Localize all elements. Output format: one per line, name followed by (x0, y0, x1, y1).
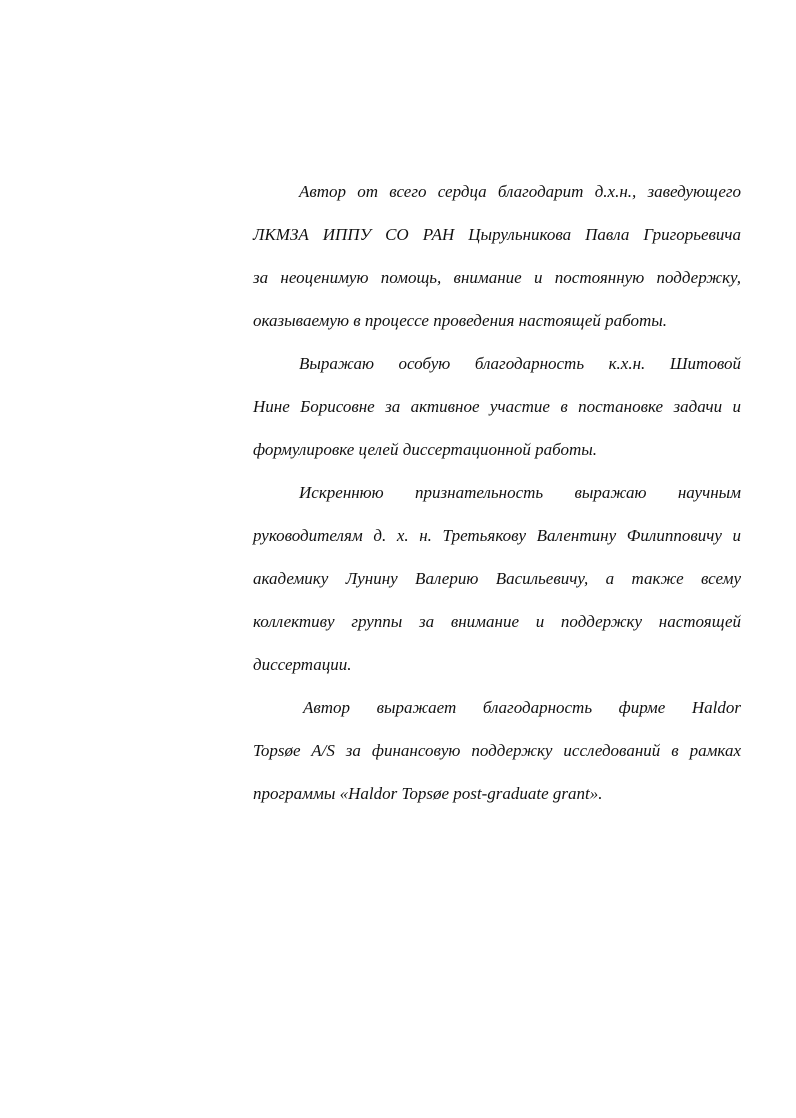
paragraph-line: Нине Борисовне за активное участие в постановке задачи и (253, 397, 741, 416)
paragraph-line: за неоценимую помощь, внимание и постоянную поддержку, (253, 268, 741, 287)
paragraph-line: диссертации. (253, 655, 352, 674)
paragraph-line: академику Лунину Валерию Васильевичу, а также всему (253, 569, 741, 588)
acknowledgements-text (253, 170, 741, 815)
paragraph-2 (253, 342, 741, 471)
paragraph-line: оказываемую в процессе проведения настоящей работы. (253, 311, 668, 330)
paragraph-1 (253, 170, 741, 342)
paragraph-line: Автор от всего сердца благодарит д.х.н., заведующего (299, 182, 741, 201)
paragraph-line: ЛКМЗА ИППУ СО РАН Цырульникова Павла Григорьевича (253, 225, 741, 244)
paragraph-line: программы «Haldor Topsøe post-graduate grant». (253, 784, 603, 803)
paragraph-4 (253, 686, 741, 815)
paragraph-line: Topsøe A/S за финансовую поддержку исследований в рамках (253, 741, 741, 760)
paragraph-line: Искреннюю признательность выражаю научным (299, 483, 741, 502)
paragraph-line: формулировке целей диссертационной работы. (253, 440, 597, 459)
paragraph-line: Автор выражает благодарность фирме Haldor (303, 698, 741, 717)
paragraph-line: коллективу группы за внимание и поддержку настоящей (253, 612, 741, 631)
paragraph-line: Выражаю особую благодарность к.х.н. Шитовой (299, 354, 741, 373)
paragraph-line: руководителям д. х. н. Третьякову Валентину Филипповичу и (253, 526, 741, 545)
paragraph-3 (253, 471, 741, 686)
